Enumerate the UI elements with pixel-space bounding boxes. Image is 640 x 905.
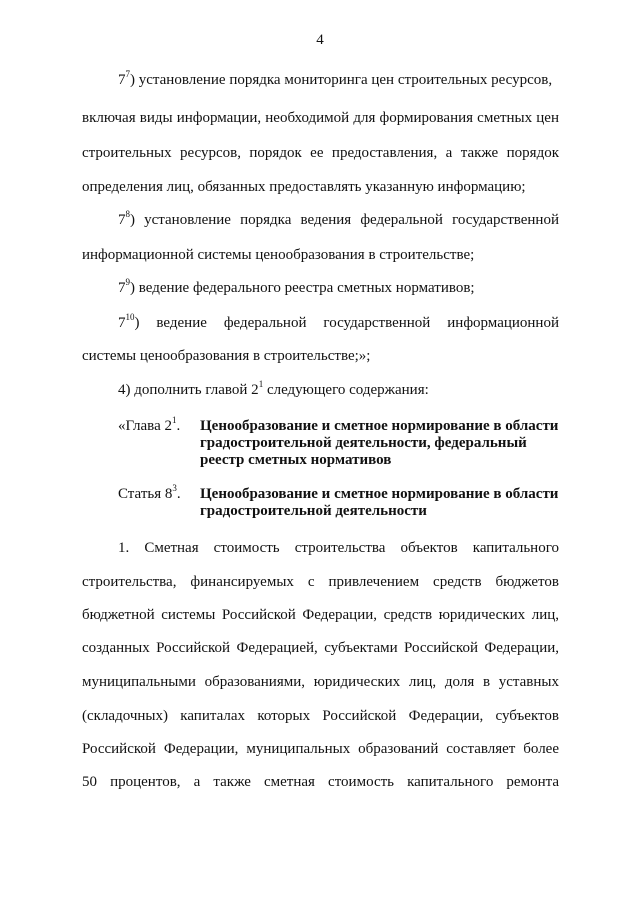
- article-title: [200, 486, 570, 520]
- item-7-7-line-2: включая виды информации, необходимой для формирования сметных цен: [82, 110, 559, 126]
- item-7-10-line-2: системы ценообразования в строительстве;»;: [82, 348, 371, 364]
- chapter-title-line-1: Ценообразование и сметное нормирование в области: [200, 418, 559, 434]
- body-line-4: созданных Российской Федерацией, субъектами Российской Федерации,: [82, 640, 559, 656]
- body-line-5: муниципальными образованиями, юридических лиц, доля в уставных: [82, 674, 559, 690]
- chapter-label: «Глава $2^1$.: [118, 415, 181, 434]
- body-line-3: бюджетной системы Российской Федерации, средств юридических лиц,: [82, 607, 559, 623]
- chapter-title-line-3: реестр сметных нормативов: [200, 452, 392, 468]
- body-line-7: Российской Федерации, муниципальных образований составляет более: [82, 741, 559, 757]
- article-label: Статья $8^3$.: [118, 483, 181, 502]
- chapter-title-line-2: градостроительной деятельности, федеральный: [200, 435, 527, 451]
- article-title-line-2: градостроительной деятельности: [200, 503, 427, 519]
- body-line-2: строительства, финансируемых с привлечением средств бюджетов: [82, 574, 559, 590]
- body-line-1: 1. Сметная стоимость строительства объектов капитального: [118, 540, 559, 556]
- item-4-line: 4) дополнить главой $2^1$ следующего содержания:: [118, 379, 429, 398]
- item-7-10-line-1: $7^{10}$) ведение федеральной государственной информационной: [118, 312, 559, 331]
- body-line-6: (складочных) капиталах которых Российской Федерации, субъектов: [82, 708, 559, 724]
- article-title-line-1: Ценообразование и сметное нормирование в области: [200, 486, 559, 502]
- item-7-7-line-3: строительных ресурсов, порядок ее предоставления, а также порядок: [82, 145, 559, 161]
- item-7-8-line-1: $7^8$) установление порядка ведения федеральной государственной: [118, 209, 559, 228]
- page-number: 4: [316, 32, 324, 48]
- body-line-8: 50 процентов, а также сметная стоимость капитального ремонта: [82, 774, 559, 790]
- item-7-7-line-1: [118, 70, 559, 90]
- item-7-9-line-1: $7^9$) ведение федерального реестра сметных нормативов;: [118, 277, 475, 296]
- item-7-8-line-2: информационной системы ценообразования в строительстве;: [82, 247, 475, 263]
- item-7-7-marker: $7^7$) установление порядка мониторинга цен строительных ресурсов,: [118, 69, 553, 88]
- item-7-7-line-4: определения лиц, обязанных предоставлять указанную информацию;: [82, 179, 526, 195]
- chapter-title: [200, 418, 570, 469]
